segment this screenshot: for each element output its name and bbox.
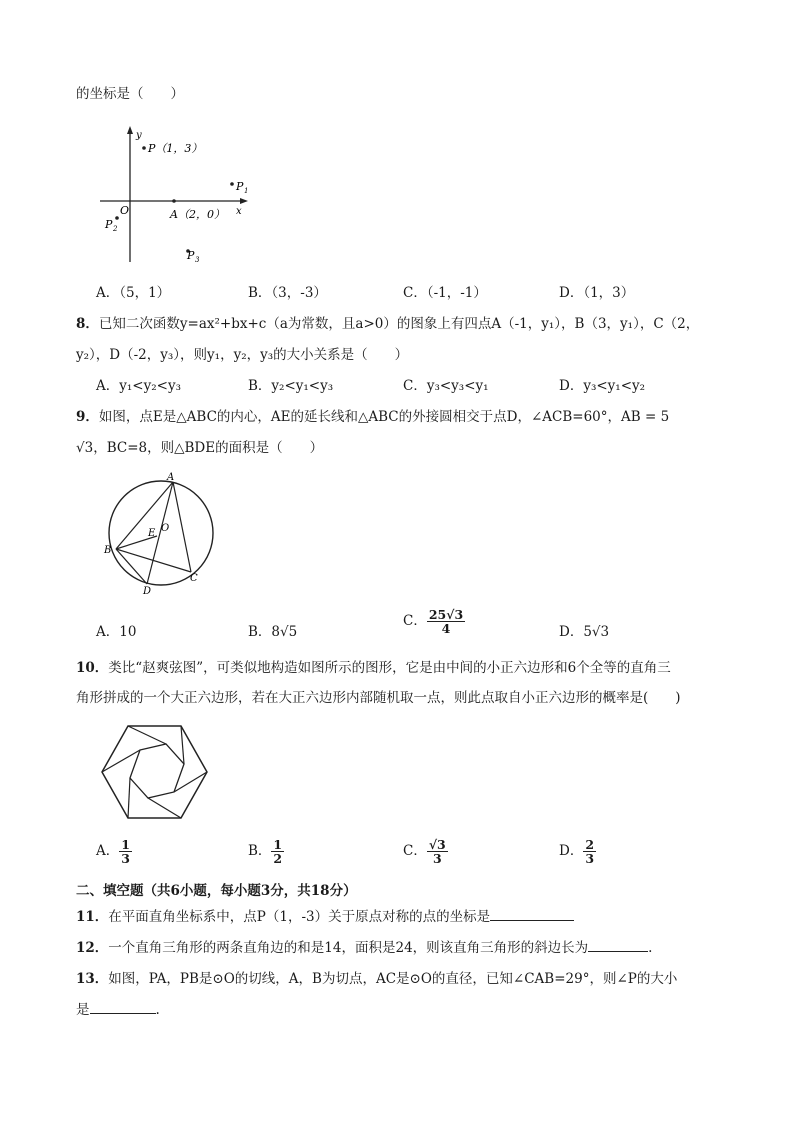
q10-option-a-denominator: 3 <box>121 851 130 866</box>
q10-number: 10． <box>76 660 109 676</box>
q13-line1 <box>76 967 677 987</box>
q7-coordinate-graph <box>96 122 256 267</box>
point-p3-label: P <box>187 249 195 262</box>
q9-option-c-denominator: 4 <box>441 621 451 636</box>
q12-answer-blank[interactable] <box>588 937 648 952</box>
q8-number: 8． <box>76 316 99 332</box>
q12-end: . <box>648 940 653 956</box>
q10-text-1: 类比“赵爽弦图”，可类似地构造如图所示的图形，它是由中间的小正六边形和6个全等的直角三 <box>108 660 671 676</box>
q11-text: 在平面直角坐标系中，点P（1，-3）关于原点对称的点的坐标是 <box>108 909 491 925</box>
q8-line1 <box>76 312 699 332</box>
q9-number: 9． <box>76 409 99 425</box>
q11-line <box>76 905 574 925</box>
q13-number: 13． <box>76 971 109 987</box>
q9-line1 <box>76 405 669 425</box>
q10-option-b-denominator: 2 <box>273 851 283 866</box>
q10-line2: 角形拼成的一个大正六边形，若在大正六边形内部随机取一点，则此点取自小正六边形的概率是( ) <box>76 690 681 706</box>
q8-option-d[interactable]: D．y₃<y₁<y₂ <box>559 378 646 394</box>
q13-line2 <box>76 998 160 1018</box>
q13-text-2: 是 <box>76 1002 90 1018</box>
q12-line <box>76 936 652 956</box>
y-axis-label: y <box>136 130 142 141</box>
q10-option-c-prefix: C． <box>403 843 427 859</box>
q9-circle-figure <box>100 470 225 600</box>
q10-line1 <box>76 656 671 676</box>
point-p-label: P（1，3） <box>148 142 203 155</box>
q11-number: 11． <box>76 909 109 925</box>
q9-label-o: O <box>161 523 170 534</box>
q7-option-c[interactable]: C．（-1，-1） <box>403 285 487 301</box>
q9-label-e: E <box>148 528 156 539</box>
q9-option-b-value: 8√5 <box>271 624 298 640</box>
x-axis-label: x <box>236 206 242 217</box>
q10-option-b-fraction <box>271 838 284 865</box>
point-p1-sub: 1 <box>244 187 249 195</box>
q13-end: . <box>155 1002 160 1018</box>
q9-option-d-prefix: D． <box>559 624 584 640</box>
q10-option-b[interactable] <box>248 838 284 865</box>
q9-option-d-value: 5√3 <box>583 624 610 640</box>
q8-line2: y₂），D（-2，y₃），则y₁，y₂，y₃的大小关系是（ ） <box>76 347 409 363</box>
q10-option-a-fraction <box>119 838 132 865</box>
q9-line2: √3，BC=8，则△BDE的面积是（ ） <box>76 440 324 456</box>
section-2-title: 二、填空题（共6小题，每小题3分，共18分） <box>76 883 357 899</box>
q9-option-c-prefix: C． <box>403 613 427 629</box>
point-p3-sub: 3 <box>195 256 200 264</box>
point-p2-label: P <box>105 218 113 231</box>
q10-option-a-prefix: A． <box>96 843 120 859</box>
q10-option-a[interactable] <box>96 838 132 865</box>
q10-option-a-numerator: 1 <box>121 837 130 852</box>
q9-option-b[interactable] <box>248 620 297 640</box>
q10-option-c[interactable] <box>403 838 448 865</box>
q10-option-b-prefix: B． <box>248 843 272 859</box>
q10-hexagon-figure <box>100 722 210 822</box>
q10-option-c-denominator: 3 <box>432 851 442 866</box>
q9-label-c: C <box>190 573 198 584</box>
q9-option-c-numerator: 25√3 <box>428 607 464 622</box>
q10-option-d-denominator: 3 <box>585 851 595 866</box>
q12-text: 一个直角三角形的两条直角边的和是14，面积是24，则该直角三角形的斜边长为 <box>108 940 589 956</box>
q9-option-c-fraction <box>427 608 465 635</box>
q13-answer-blank[interactable] <box>90 999 156 1014</box>
origin-label: O <box>120 204 130 217</box>
q10-option-c-numerator: √3 <box>428 837 446 852</box>
q12-number: 12． <box>76 940 109 956</box>
q7-tail: 的坐标是（ ） <box>76 86 184 102</box>
q7-option-b[interactable]: B．（3，-3） <box>248 285 327 301</box>
q8-option-b[interactable]: B．y₂<y₁<y₃ <box>248 378 334 394</box>
q10-option-d[interactable] <box>559 838 596 865</box>
q10-option-c-fraction <box>427 838 448 865</box>
q10-option-d-fraction <box>583 838 596 865</box>
point-p1-label: P <box>236 180 244 193</box>
q9-text-1: 如图，点E是△ABC的内心，AE的延长线和△ABC的外接圆相交于点D，∠ACB=60°，AB = 5 <box>98 409 670 425</box>
q7-option-d[interactable]: D．（1，3） <box>559 285 635 301</box>
q9-option-a[interactable]: A．10 <box>96 624 137 640</box>
q9-option-d[interactable] <box>559 620 609 640</box>
q8-option-a[interactable]: A．y₁<y₂<y₃ <box>96 378 181 394</box>
q10-option-b-numerator: 1 <box>273 837 283 852</box>
point-a-label: A（2，0） <box>170 208 225 221</box>
q8-text-1: 已知二次函数y=ax²+bx+c（a为常数，且a>0）的图象上有四点A（-1，y₁），B（3，y₁），C（2， <box>98 316 700 332</box>
q13-text-1: 如图，PA，PB是⊙O的切线，A，B为切点，AC是⊙O的直径，已知∠CAB=29°，则∠P的大小 <box>108 971 678 987</box>
q10-option-d-prefix: D． <box>559 843 584 859</box>
point-p2-sub: 2 <box>113 225 118 233</box>
q9-label-a: A <box>167 472 175 483</box>
q9-option-b-prefix: B． <box>248 624 272 640</box>
q8-option-c[interactable]: C．y₃<y₃<y₁ <box>403 378 489 394</box>
q10-option-d-numerator: 2 <box>585 837 595 852</box>
q11-answer-blank[interactable] <box>490 906 574 921</box>
q9-option-c[interactable] <box>403 608 465 635</box>
q9-label-b: B <box>104 545 112 556</box>
q7-option-a[interactable]: A．（5，1） <box>96 285 171 301</box>
q9-label-d: D <box>143 586 152 597</box>
